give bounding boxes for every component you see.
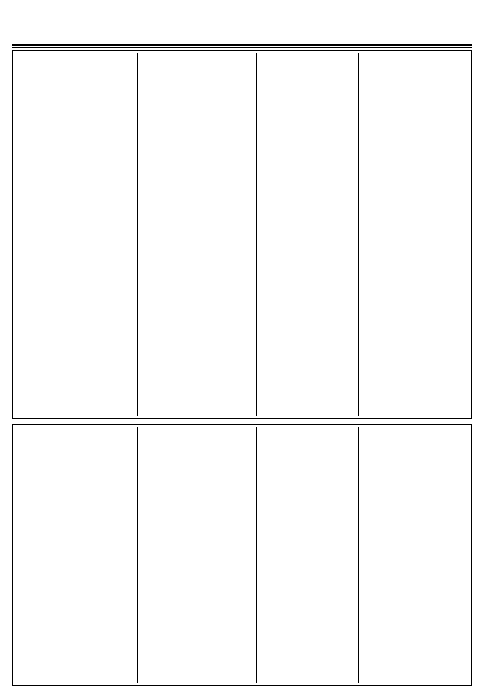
column-divider (358, 53, 359, 416)
page-header (12, 18, 472, 44)
column-divider (137, 53, 138, 416)
column-divider (358, 427, 359, 683)
header-rule (12, 44, 472, 46)
column-divider (256, 53, 257, 416)
body-text (16, 196, 134, 216)
column-divider (137, 427, 138, 683)
article-column-1 (16, 54, 134, 416)
article-column-1 (16, 428, 134, 683)
body-text (16, 78, 134, 174)
announcement-block-bottom (12, 424, 472, 686)
announcement-block-top (12, 50, 472, 419)
header-rule-thin (12, 47, 472, 48)
column-divider (256, 427, 257, 683)
